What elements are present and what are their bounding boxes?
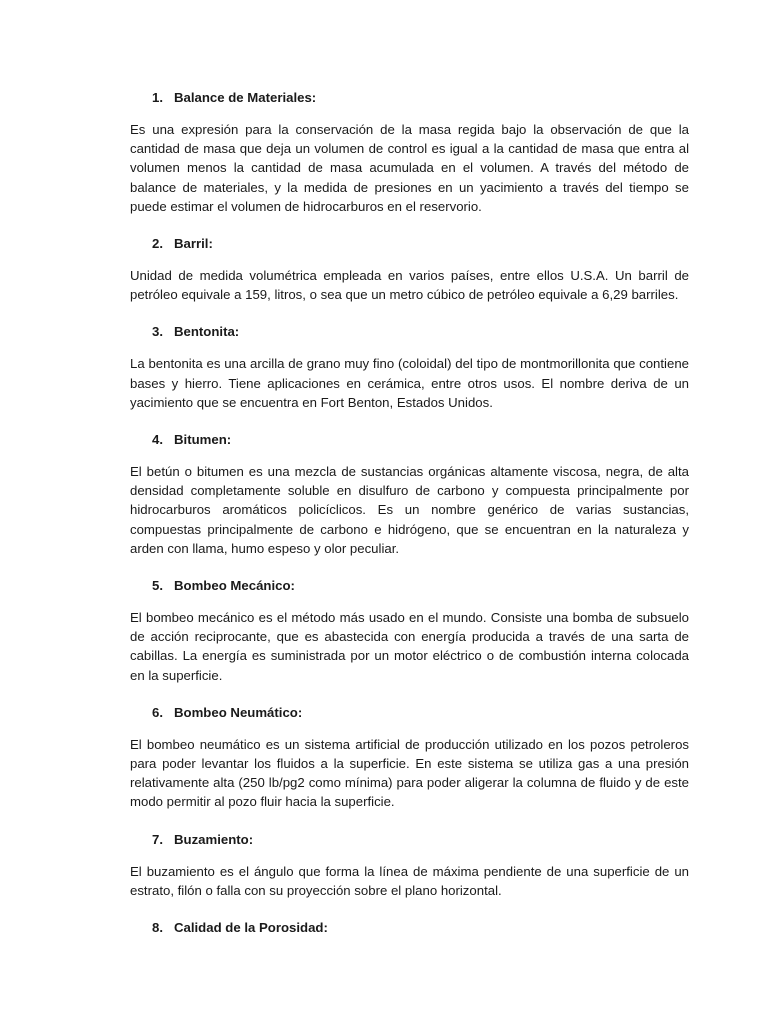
section-body: El buzamiento es el ángulo que forma la línea de máxima pendiente de una superficie de un estrato, filón o falla con su proyección sobre el plano horizontal. [130,863,689,898]
section-number: 3. [152,324,163,340]
section-bitumen [130,430,689,558]
section-title: Balance de Materiales: [174,90,317,105]
section-number: 6. [152,704,163,720]
section-number: 8. [152,920,163,936]
section-body: El bombeo neumático es un sistema artificial de producción utilizado en los pozos petroleros para poder levantar los fluidos a la superficie. En este sistema se utiliza gas a una presión relativamente alta (250 lb/pg2 como mínima) para poder aligerar la columna de fluido y de este modo permitir al pozo fluir hacia la superficie. [130,736,689,810]
section-barril [130,234,689,304]
document-content [130,88,689,950]
section-buzamiento [130,830,689,900]
section-title: Bombeo Neumático: [174,704,303,720]
section-body: Unidad de medida volumétrica empleada en varios países, entre ellos U.S.A. Un barril de petróleo equivale a 159, litros, o sea que un metro cúbico de petróleo equivale a 6,29 barriles. [130,268,689,303]
section-bentonita [130,322,689,412]
section-heading [130,703,689,722]
section-title: Buzamiento: [174,831,254,847]
section-body: La bentonita es una arcilla de grano muy fino (coloidal) del tipo de montmorillonita que contiene bases y hierro. Tiene aplicaciones en cerámica, entre otros usos. El nombre deriva de un yacimiento que se encuentra en Fort Benton, Estados Unidos. [130,356,689,410]
section-heading [130,830,689,849]
section-balance-de-materiales [130,88,689,216]
section-heading [130,430,689,449]
section-title: Calidad de la Porosidad: [174,920,328,936]
section-heading [130,576,689,595]
section-calidad-de-la-porosidad [130,918,689,937]
section-body: El bombeo mecánico es el método más usado en el mundo. Consiste una bomba de subsuelo de acción reciprocante, que es abastecida con energía producida a través de una sarta de cabillas. La energía es suministrada por un motor eléctrico o de combustión interna colocada en la superficie. [130,610,689,683]
section-body: El betún o bitumen es una mezcla de sustancias orgánicas altamente viscosa, negra, de alta densidad completamente soluble en disulfuro de carbono y compuesta principalmente por hidrocarburos aromáticos policíclicos. Es un nombre genérico de varias sustancias, compuestas principalmente de carbono e hidrógeno, que se encuentran en la naturaleza y arden con llama, humo espeso y olor peculiar. [130,464,689,556]
section-heading [130,88,689,107]
section-number: 1. [152,90,163,105]
section-bombeo-mecanico [130,576,689,685]
section-number: 5. [152,578,163,594]
section-bombeo-neumatico [130,703,689,812]
section-title: Barril: [174,236,213,252]
section-title: Bombeo Mecánico: [174,578,295,594]
section-heading [130,918,689,937]
section-heading [130,322,689,341]
section-number: 4. [152,432,163,448]
section-heading [130,234,689,253]
section-title: Bitumen: [174,432,232,448]
section-number: 2. [152,236,163,252]
section-title: Bentonita: [174,324,240,340]
section-number: 7. [152,831,163,847]
section-body: Es una expresión para la conservación de la masa regida bajo la observación de que la cantidad de masa que deja un volumen de control es igual a la cantidad de masa que entra al volumen menos la cantidad de masa acumulada en el volumen. A través del método de balance de materiales, y la medida de presiones en un yacimiento a través del tiempo se puede estimar el volumen de hidrocarburos en el reservorio. [130,122,689,214]
